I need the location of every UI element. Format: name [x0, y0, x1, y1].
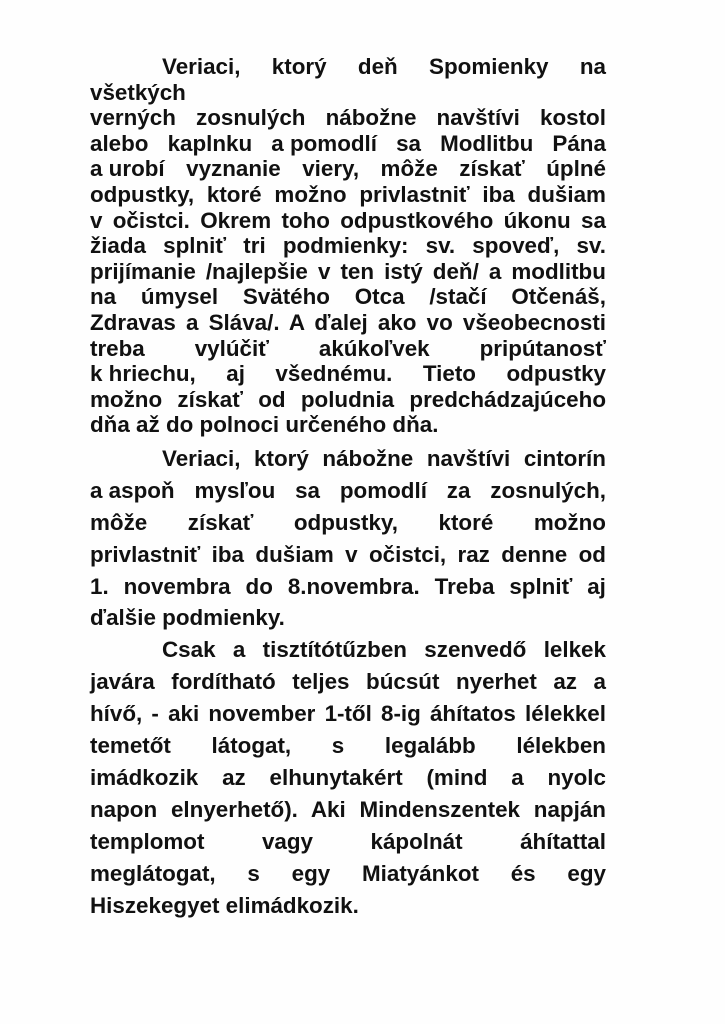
text-line: prijímanie /najlepšie v ten istý deň/ a modlitbu	[90, 258, 606, 284]
text-line: a aspoň mysľou sa pomodlí za zosnulých,	[90, 475, 606, 507]
text-line: ďalšie podmienky.	[90, 605, 285, 631]
text-line: dňa až do polnoci určeného dňa.	[90, 412, 439, 438]
text-line: Hiszekegyet elimádkozik.	[90, 892, 359, 918]
text-line: Veriaci, ktorý nábožne navštívi cintorín	[162, 445, 606, 471]
text-line: meglátogat, s egy Miatyánkot és egy	[90, 860, 606, 886]
text-line: hívő, - aki november 1-től 8-ig áhítatos lélekkel	[90, 701, 606, 727]
text-line: na úmysel Svätého Otca /stačí Otčenáš,	[90, 284, 606, 310]
text-line: javára fordítható teljes búcsút nyerhet az a	[90, 669, 606, 695]
text-line: alebo kaplnku a pomodlí sa Modlitbu Pána	[90, 130, 606, 156]
text-line: imádkozik az elhunytakért (mind a nyolc	[90, 764, 606, 790]
text-line: treba vylúčiť akúkoľvek pripútanosť	[90, 335, 606, 361]
text-line: Veriaci, ktorý deň Spomienky na všetkých	[90, 54, 606, 105]
paragraph-1	[90, 54, 606, 438]
paragraph-3	[90, 634, 606, 921]
text-line: žiada splniť tri podmienky: sv. spoveď, sv.	[90, 233, 606, 259]
text-line: môže získať odpustky, ktoré možno	[90, 509, 606, 535]
text-block	[90, 54, 606, 922]
text-line: temetőt látogat, s legalább lélekben	[90, 733, 606, 759]
text-line: napon elnyerhető). Aki Mindenszentek napján	[90, 796, 606, 822]
text-line: k hriechu, aj všednému. Tieto odpustky	[90, 361, 606, 387]
text-line: v očistci. Okrem toho odpustkového úkonu sa	[90, 207, 606, 233]
text-line: a urobí vyznanie viery, môže získať úplné	[90, 156, 606, 182]
text-line: Zdravas a Sláva/. A ďalej ako vo všeobecnosti	[90, 309, 606, 335]
text-line: možno získať od poludnia predchádzajúceho	[90, 386, 606, 412]
text-line: 1. novembra do 8.novembra. Treba splniť aj	[90, 573, 606, 599]
text-line: odpustky, ktoré možno privlastniť iba dušiam	[90, 181, 606, 207]
text-line: privlastniť iba dušiam v očistci, raz denne od	[90, 541, 606, 567]
word-pair: k hriechu,	[90, 361, 196, 387]
text-line: verných zosnulých nábožne navštívi kostol	[90, 105, 606, 131]
word-pair: a urobí	[90, 156, 165, 182]
word-pair: a aspoň	[90, 477, 175, 503]
text-line: templomot vagy kápolnát áhítattal	[90, 828, 606, 854]
paragraph-2	[90, 443, 606, 634]
word-pair: a pomodlí	[271, 130, 377, 156]
text-line: Csak a tisztítótűzben szenvedő lelkek	[162, 637, 606, 663]
